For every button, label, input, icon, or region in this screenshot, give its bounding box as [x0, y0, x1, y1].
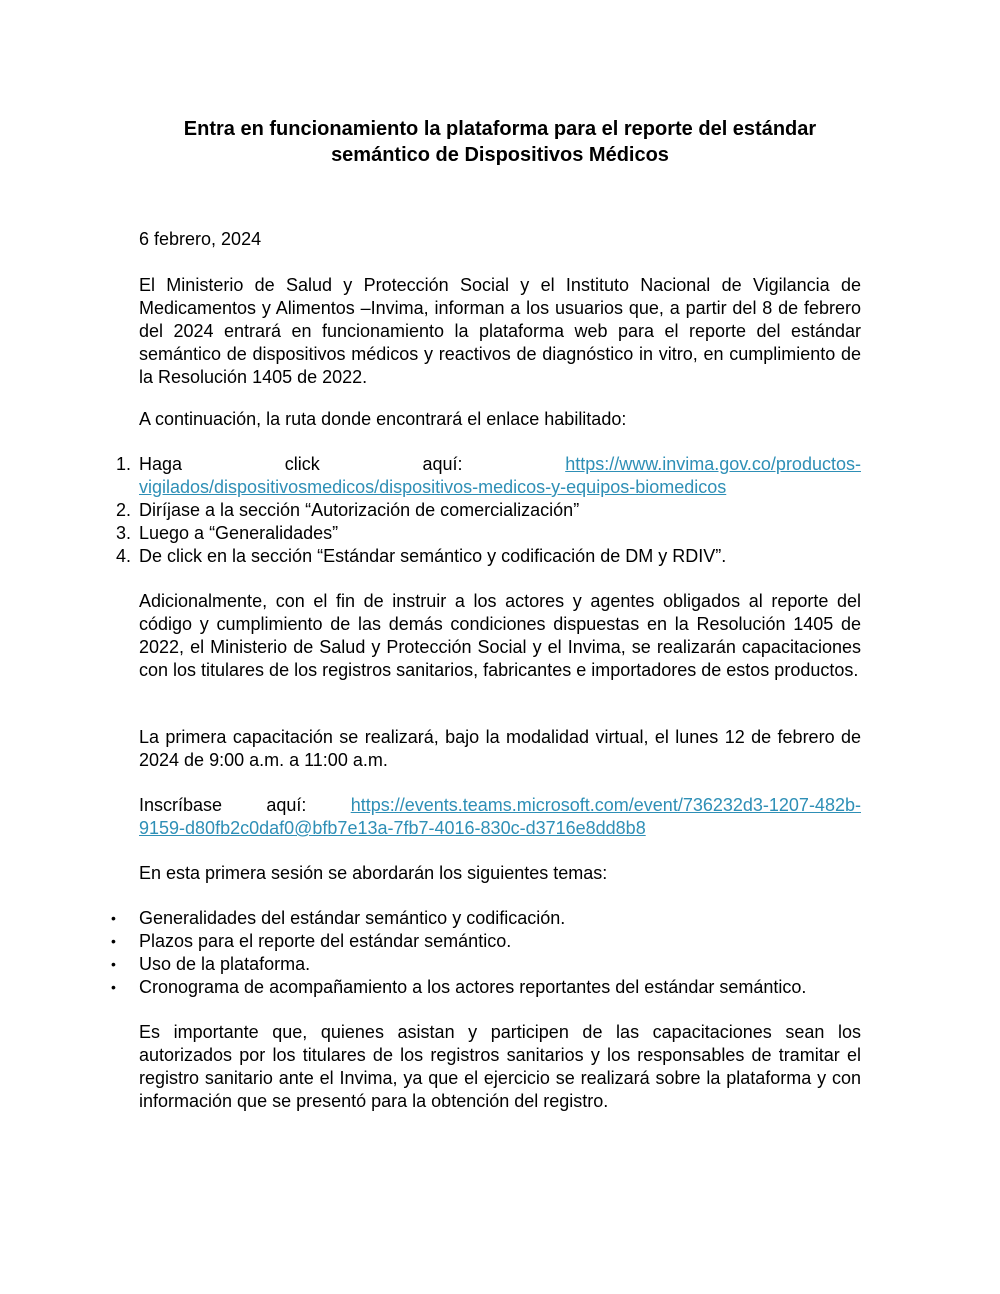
title-line-1: Entra en funcionamiento la plataforma para el reporte del estándar: [183, 118, 817, 140]
step-1-word: Haga: [139, 454, 183, 474]
invima-link-part-1[interactable]: https://www.invima.gov.co/productos-: [565, 454, 861, 474]
step-number: 3.: [115, 523, 131, 543]
bullet-icon: •: [111, 910, 116, 926]
list-item: [105, 907, 861, 930]
list-item: [105, 953, 861, 976]
teams-event-link-part-2[interactable]: 9159-d80fb2c0daf0@bfb7e13a-7fb7-4016-830c-d3716e8dd8b8: [139, 818, 646, 838]
step-text: Luego a “Generalidades”: [139, 523, 339, 543]
register-block: [139, 794, 861, 840]
document-date: 6 febrero, 2024: [139, 229, 262, 249]
teams-event-link-part-1[interactable]: https://events.teams.microsoft.com/event/736232d3-1207-482b-: [350, 795, 861, 815]
step-number: 4.: [115, 546, 131, 566]
register-line: [139, 794, 861, 817]
paragraph-training: Adicionalmente, con el fin de instruir a los actores y agentes obligados al reporte del código y cumplimiento de las demás condiciones dispuestas en la Resolución 1405 de 2022, el Ministerio de Salud y Protección Social y el Invima, se realizarán capacitaciones con los titulares de los registros sanitarios, fabricantes e importadores de estos productos.: [139, 591, 861, 680]
paragraph-attendees: Es importante que, quienes asistan y participen de las capacitaciones sean los autorizados por los titulares de los registros sanitarios y los responsables de tramitar el registro sanitario ante el Invima, ya que el ejercicio se realizará sobre la plataforma y con información que se presentó para la obtención del registro.: [139, 1022, 861, 1111]
list-item: [105, 930, 861, 953]
paragraph-first-session: La primera capacitación se realizará, bajo la modalidad virtual, el lunes 12 de febrero de 2024 de 9:00 a.m. a 11:00 a.m.: [139, 727, 861, 770]
document-title: [100, 116, 900, 168]
topic-text: Uso de la plataforma.: [139, 954, 311, 974]
step-1-word: aquí:: [422, 454, 463, 474]
paragraph-topics-intro: En esta primera sesión se abordarán los siguientes temas:: [139, 863, 608, 883]
step-number: 1.: [115, 454, 131, 474]
title-line-2: semántico de Dispositivos Médicos: [331, 144, 669, 166]
list-item: [105, 499, 861, 522]
register-word: aquí:: [266, 795, 307, 815]
paragraph-announcement: El Ministerio de Salud y Protección Social y el Instituto Nacional de Vigilancia de Medicamentos y Alimentos –Invima, informan a los usuarios que, a partir del 8 de febrero del 2024 entrará en funcionamiento la plataforma web para el reporte del estándar semántico de dispositivos médicos y reactivos de diagnóstico in vitro, en cumplimiento de la Resolución 1405 de 2022.: [139, 275, 861, 387]
paragraph-route-intro: A continuación, la ruta donde encontrará el enlace habilitado:: [139, 409, 627, 429]
topic-text: Cronograma de acompañamiento a los actores reportantes del estándar semántico.: [139, 977, 807, 997]
register-word: Inscríbase: [139, 795, 223, 815]
step-1-word: click: [284, 454, 320, 474]
step-text: Diríjase a la sección “Autorización de comercialización”: [139, 500, 580, 520]
topic-text: Generalidades del estándar semántico y codificación.: [139, 908, 566, 928]
list-item: [105, 976, 861, 999]
topic-text: Plazos para el reporte del estándar semántico.: [139, 931, 512, 951]
bullet-icon: •: [111, 956, 116, 972]
step-number: 2.: [115, 500, 131, 520]
bullet-icon: •: [111, 979, 116, 995]
bullet-icon: •: [111, 933, 116, 949]
list-item: [105, 522, 861, 545]
invima-link-part-2[interactable]: vigilados/dispositivosmedicos/dispositivos-medicos-y-equipos-biomedicos: [139, 477, 727, 497]
step-1-line: [139, 453, 861, 476]
step-text: De click en la sección “Estándar semántico y codificación de DM y RDIV”.: [139, 546, 727, 566]
topics-list: [105, 907, 861, 999]
list-item: [105, 453, 861, 499]
list-item: [105, 545, 861, 568]
steps-list: [105, 453, 861, 568]
